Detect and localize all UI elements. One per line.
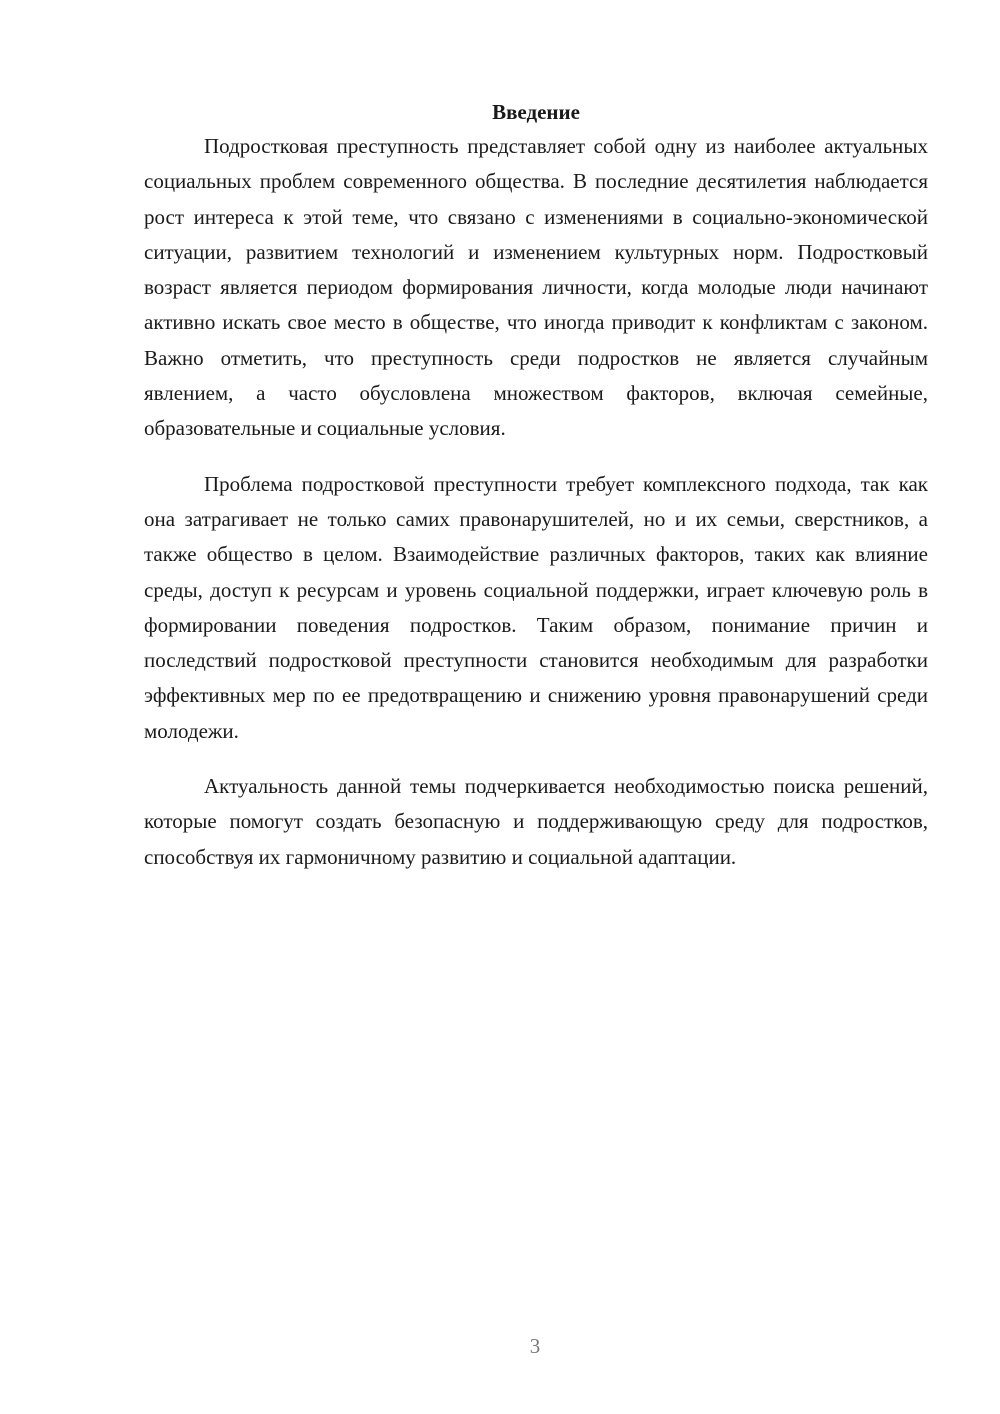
- paragraph-1: Подростковая преступность представляет собой одну из наиболее актуальных социальных проблем современного общества. В последние десятилетия наблюдается рост интереса к этой теме, что связано с изменениями в социально-экономической ситуации, развитием технологий и изменением культурных норм. Подростковый возраст является периодом формирования личности, когда молодые люди начинают активно искать свое место в обществе, что иногда приводит к конфликтам с законом. Важно отметить, что преступность среди подростков не является случайным явлением, а часто обусловлена множеством факторов, включая семейные, образовательные и социальные условия.: [144, 134, 928, 441]
- page-content: [144, 96, 928, 895]
- paragraph-2: Проблема подростковой преступности требует комплексного подхода, так как она затрагивает не только самих правонарушителей, но и их семьи, сверстников, а также общество в целом. Взаимодействие различных факторов, таких как влияние среды, доступ к ресурсам и уровень социальной поддержки, играет ключевую роль в формировании поведения подростков. Таким образом, понимание причин и последствий подростковой преступности становится необходимым для разработки эффективных мер по ее предотвращению и снижению уровня правонарушений среди молодежи.: [144, 471, 928, 743]
- paragraph-3: Актуальность данной темы подчеркивается необходимостью поиска решений, которые помогут создать безопасную и поддерживающую среду для подростков, способствуя их гармоничному развитию и социальной адаптации.: [144, 774, 928, 869]
- page-number: 3: [529, 1334, 541, 1358]
- section-title: Введение: [492, 100, 580, 124]
